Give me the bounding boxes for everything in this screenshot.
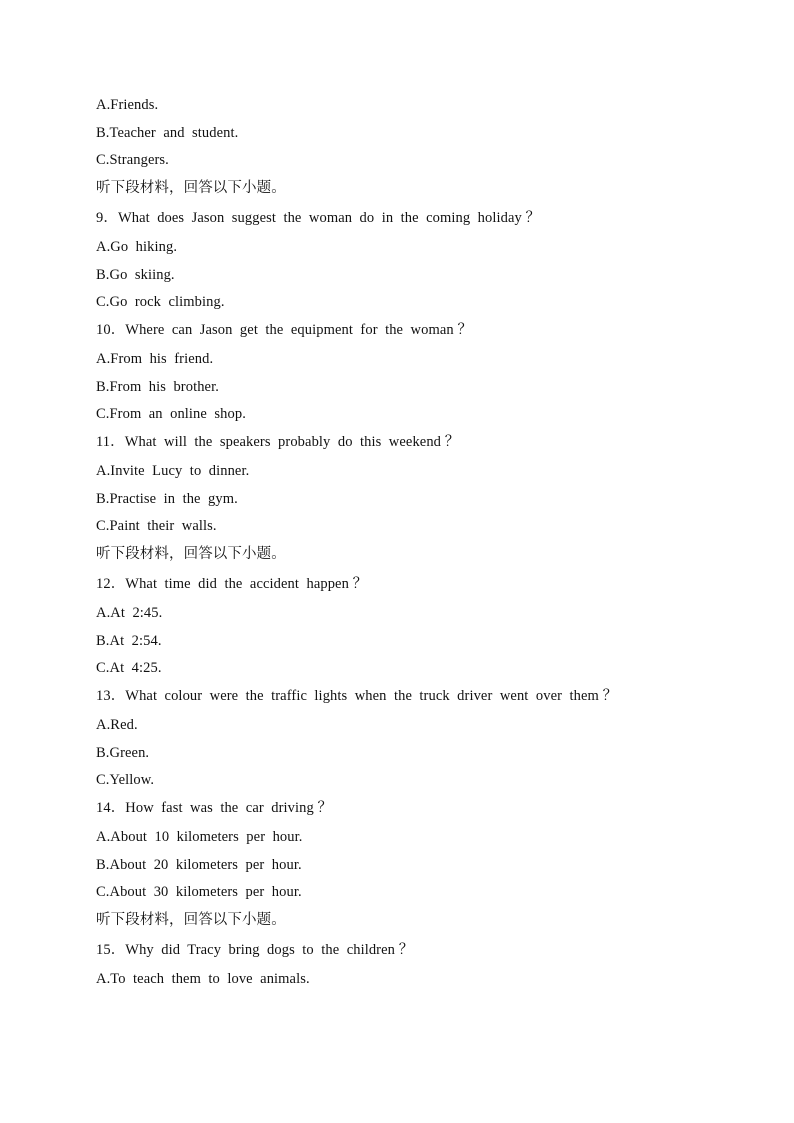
question-10-option-c: C.From an online shop.	[96, 406, 246, 422]
section-heading: 听下段材料，回答以下小题。	[96, 179, 286, 196]
question-9-option-c: C.Go rock climbing.	[96, 294, 225, 310]
question-10-option-b: B.From his brother.	[96, 378, 219, 395]
section-heading: 听下段材料，回答以下小题。	[96, 911, 286, 928]
section-heading: 听下段材料，回答以下小题。	[96, 545, 286, 562]
question-12-option-a: A.At 2:45.	[96, 605, 163, 621]
question-13-option-b: B.Green.	[96, 744, 150, 761]
question-10-option-a: A.From his friend.	[96, 351, 214, 367]
question-13-option-c: C.Yellow.	[96, 772, 155, 788]
question-12: 12．What time did the accident happen ？	[96, 575, 368, 592]
question-13-option-a: A.Red.	[96, 717, 138, 733]
question-9-option-a: A.Go hiking.	[96, 239, 178, 255]
question-9-option-b: B.Go skiing.	[96, 266, 175, 283]
question-10: 10．Where can Jason get the equipment for the woman ？	[96, 321, 473, 338]
question-11-option-a: A.Invite Lucy to dinner.	[96, 463, 250, 479]
question-12-option-b: B.At 2:54.	[96, 632, 162, 649]
question-11-option-c: C.Paint their walls.	[96, 518, 217, 534]
question-15-option-a: A.To teach them to love animals.	[96, 971, 310, 987]
question-14-option-a: A.About 10 kilometers per hour.	[96, 829, 303, 845]
question-9: 9．What does Jason suggest the woman do in the coming holiday ？	[96, 209, 541, 226]
question-12-option-c: C.At 4:25.	[96, 660, 162, 676]
question-14-option-b: B.About 20 kilometers per hour.	[96, 856, 302, 873]
question-11-option-b: B.Practise in the gym.	[96, 490, 238, 507]
document-page	[96, 95, 736, 997]
question-11: 11．What will the speakers probably do this weekend ？	[96, 433, 460, 450]
question-14: 14．How fast was the car driving ？	[96, 799, 333, 816]
question-14-option-c: C.About 30 kilometers per hour.	[96, 884, 302, 900]
question-13: 13．What colour were the traffic lights when the truck driver went over them ？	[96, 687, 618, 704]
option-b-teacher-student: B.Teacher and student.	[96, 124, 239, 141]
option-a-friends: A.Friends.	[96, 97, 159, 113]
question-15: 15．Why did Tracy bring dogs to the children ？	[96, 941, 414, 958]
option-c-strangers: C.Strangers.	[96, 152, 169, 168]
